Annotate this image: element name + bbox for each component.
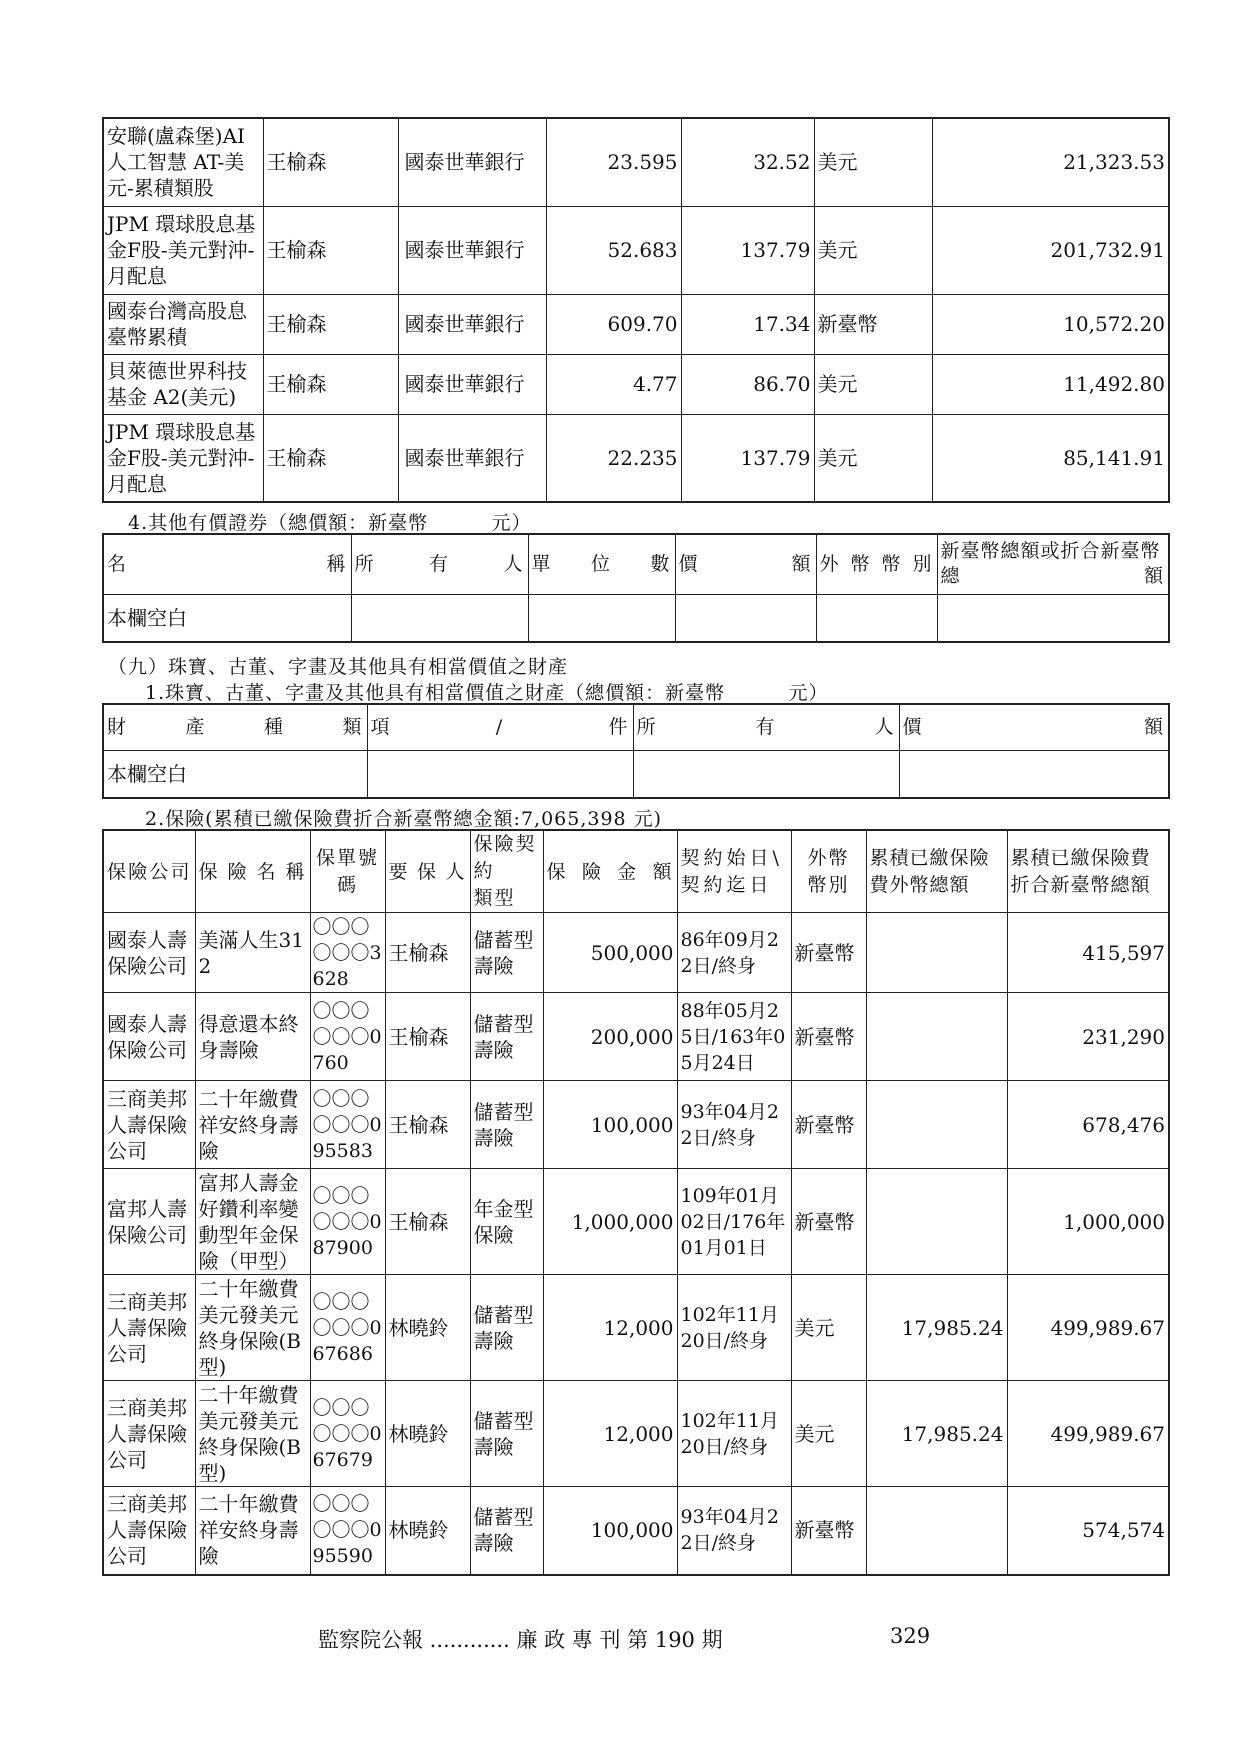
fund-row	[103, 206, 1169, 294]
jewelry-title: 1.珠寶、古董、字畫及其他具有相當價值之財產（總價額：新臺幣 元）	[145, 682, 829, 704]
fund-total: 21,323.53	[932, 118, 1169, 206]
col-price: 價額	[675, 534, 816, 594]
fund-currency: 新臺幣	[814, 294, 932, 354]
contract-type: 儲蓄型壽險	[470, 1487, 543, 1575]
insurance-name: 得意還本終身壽險	[195, 993, 310, 1081]
insurance-currency: 新臺幣	[791, 993, 866, 1081]
insurance-name: 二十年繳費祥安終身壽險	[195, 1487, 310, 1575]
securities-table	[102, 533, 1170, 643]
fund-owner: 王榆森	[263, 354, 398, 414]
insurance-currency: 新臺幣	[791, 913, 866, 993]
fund-total: 10,572.20	[932, 294, 1169, 354]
twd-premium-total: 231,290	[1007, 993, 1169, 1081]
fund-total: 11,492.80	[932, 354, 1169, 414]
fund-nav: 86.70	[681, 354, 814, 414]
contract-type: 儲蓄型壽險	[470, 993, 543, 1081]
empty-note: 本欄空白	[103, 750, 367, 798]
fund-table	[102, 117, 1170, 503]
insurance-company: 三商美邦人壽保險公司	[103, 1081, 195, 1169]
policy-holder: 林曉鈴	[385, 1487, 470, 1575]
insurance-row	[103, 1487, 1169, 1575]
insurance-currency: 美元	[791, 1275, 866, 1381]
insurance-currency: 新臺幣	[791, 1081, 866, 1169]
fund-currency: 美元	[814, 354, 932, 414]
col-currency: 外幣幣別	[816, 534, 937, 594]
insured-amount: 12,000	[543, 1381, 677, 1487]
fund-row	[103, 118, 1169, 206]
insurance-company: 三商美邦人壽保險公司	[103, 1275, 195, 1381]
contract-period: 86年09月22日/終身	[677, 913, 791, 993]
col-owner: 所有人	[351, 534, 528, 594]
contract-type: 儲蓄型壽險	[470, 913, 543, 993]
empty-cell	[351, 594, 528, 642]
policy-holder: 林曉鈴	[385, 1381, 470, 1487]
empty-cell	[675, 594, 816, 642]
empty-cell	[367, 750, 633, 798]
contract-type: 年金型保險	[470, 1169, 543, 1275]
fund-row	[103, 354, 1169, 414]
contract-type: 儲蓄型壽險	[470, 1081, 543, 1169]
fund-nav: 137.79	[681, 206, 814, 294]
empty-cell	[937, 594, 1169, 642]
fund-units: 22.235	[546, 414, 681, 502]
col-property-type: 財產種類	[103, 704, 367, 750]
fund-currency: 美元	[814, 118, 932, 206]
insured-amount: 12,000	[543, 1275, 677, 1381]
contract-type: 儲蓄型壽險	[470, 1381, 543, 1487]
col-owner: 所有人	[633, 704, 899, 750]
twd-premium-total: 415,597	[1007, 913, 1169, 993]
footer-publication: 監察院公報 ............ 廉 政 專 刊 第 190 期	[318, 1628, 723, 1652]
empty-cell	[899, 750, 1169, 798]
fund-units: 23.595	[546, 118, 681, 206]
col-currency: 外幣 幣別	[791, 830, 866, 913]
foreign-premium-total: 17,985.24	[866, 1381, 1007, 1487]
jewelry-table	[102, 703, 1170, 799]
insurance-company: 國泰人壽保險公司	[103, 913, 195, 993]
policy-holder: 王榆森	[385, 1169, 470, 1275]
insured-amount: 100,000	[543, 1081, 677, 1169]
policy-holder: 王榆森	[385, 993, 470, 1081]
twd-premium-total: 574,574	[1007, 1487, 1169, 1575]
policy-number: 〇〇〇〇〇〇095590	[310, 1487, 385, 1575]
policy-number: 〇〇〇〇〇〇0760	[310, 993, 385, 1081]
col-item: 項/件	[367, 704, 633, 750]
insurance-name: 二十年繳費祥安終身壽險	[195, 1081, 310, 1169]
col-period: 契約始日\ 契約迄日	[677, 830, 791, 913]
contract-period: 109年01月02日/176年01月01日	[677, 1169, 791, 1275]
fund-nav: 17.34	[681, 294, 814, 354]
fund-row	[103, 294, 1169, 354]
contract-period: 88年05月25日/163年05月24日	[677, 993, 791, 1081]
fund-owner: 王榆森	[263, 414, 398, 502]
insurance-currency: 美元	[791, 1381, 866, 1487]
insurance-row	[103, 913, 1169, 993]
insurance-company: 三商美邦人壽保險公司	[103, 1381, 195, 1487]
insurance-currency: 新臺幣	[791, 1487, 866, 1575]
foreign-premium-total: 17,985.24	[866, 1275, 1007, 1381]
twd-premium-total: 499,989.67	[1007, 1381, 1169, 1487]
fund-name: 安聯(盧森堡)AI人工智慧 AT-美元-累積類股	[103, 118, 263, 206]
fund-owner: 王榆森	[263, 118, 398, 206]
insurance-row	[103, 993, 1169, 1081]
col-total-line1: 新臺幣總額或折合新臺幣	[940, 540, 1161, 563]
contract-period: 102年11月20日/終身	[677, 1275, 791, 1381]
col-name: 名稱	[103, 534, 351, 594]
contract-period: 93年04月22日/終身	[677, 1081, 791, 1169]
policy-holder: 王榆森	[385, 1081, 470, 1169]
insurance-currency: 新臺幣	[791, 1169, 866, 1275]
fund-bank: 國泰世華銀行	[398, 294, 546, 354]
col-twd-total: 累積已繳保險費 折合新臺幣總額	[1007, 830, 1169, 913]
fund-total: 85,141.91	[932, 414, 1169, 502]
fund-name: 國泰台灣高股息臺幣累積	[103, 294, 263, 354]
insured-amount: 500,000	[543, 913, 677, 993]
col-contract-type: 保險契約 類型	[470, 830, 543, 913]
fund-currency: 美元	[814, 414, 932, 502]
insurance-table	[102, 829, 1170, 1576]
insurance-row	[103, 1275, 1169, 1381]
fund-units: 4.77	[546, 354, 681, 414]
foreign-premium-total	[866, 913, 1007, 993]
empty-cell	[528, 594, 675, 642]
policy-number: 〇〇〇〇〇〇3628	[310, 913, 385, 993]
insurance-row	[103, 1081, 1169, 1169]
insurance-row	[103, 1169, 1169, 1275]
insurance-name: 美滿人生312	[195, 913, 310, 993]
fund-name: JPM 環球股息基金F股-美元對沖-月配息	[103, 206, 263, 294]
insurance-row	[103, 1381, 1169, 1487]
col-units: 單位數	[528, 534, 675, 594]
insurance-title: 2.保險(累積已繳保險費折合新臺幣總金額:7,065,398 元)	[145, 808, 663, 830]
policy-holder: 林曉鈴	[385, 1275, 470, 1381]
fund-owner: 王榆森	[263, 294, 398, 354]
fund-row	[103, 414, 1169, 502]
foreign-premium-total	[866, 993, 1007, 1081]
insurance-company: 三商美邦人壽保險公司	[103, 1487, 195, 1575]
policy-number: 〇〇〇〇〇〇067679	[310, 1381, 385, 1487]
policy-number: 〇〇〇〇〇〇095583	[310, 1081, 385, 1169]
fund-nav: 32.52	[681, 118, 814, 206]
insurance-table-body	[103, 830, 1169, 1575]
insured-amount: 200,000	[543, 993, 677, 1081]
col-value: 價額	[899, 704, 1169, 750]
insurance-company: 國泰人壽保險公司	[103, 993, 195, 1081]
foreign-premium-total	[866, 1169, 1007, 1275]
foreign-premium-total	[866, 1081, 1007, 1169]
fund-bank: 國泰世華銀行	[398, 206, 546, 294]
insurance-company: 富邦人壽保險公司	[103, 1169, 195, 1275]
insurance-name: 二十年繳費美元發美元終身保險(B型)	[195, 1381, 310, 1487]
col-amount: 保險金額	[543, 830, 677, 913]
col-policy-no: 保單號 碼	[310, 830, 385, 913]
page-number: 329	[890, 1624, 931, 1648]
fund-table-body	[103, 118, 1169, 502]
col-total	[937, 534, 1169, 594]
fund-name: 貝萊德世界科技基金 A2(美元)	[103, 354, 263, 414]
fund-currency: 美元	[814, 206, 932, 294]
fund-name: JPM 環球股息基金F股-美元對沖-月配息	[103, 414, 263, 502]
twd-premium-total: 678,476	[1007, 1081, 1169, 1169]
empty-note: 本欄空白	[103, 594, 351, 642]
col-holder: 要保人	[385, 830, 470, 913]
col-foreign-total: 累積已繳保險 費外幣總額	[866, 830, 1007, 913]
twd-premium-total: 1,000,000	[1007, 1169, 1169, 1275]
col-company: 保險公司	[103, 830, 195, 913]
empty-cell	[816, 594, 937, 642]
insured-amount: 1,000,000	[543, 1169, 677, 1275]
twd-premium-total: 499,989.67	[1007, 1275, 1169, 1381]
securities-title: 4.其他有價證券（總價額：新臺幣 元）	[128, 512, 532, 534]
fund-units: 52.683	[546, 206, 681, 294]
insurance-name: 富邦人壽金好鑽利率變動型年金保險（甲型）	[195, 1169, 310, 1275]
fund-units: 609.70	[546, 294, 681, 354]
fund-bank: 國泰世華銀行	[398, 354, 546, 414]
foreign-premium-total	[866, 1487, 1007, 1575]
fund-bank: 國泰世華銀行	[398, 414, 546, 502]
col-policy-name: 保險名稱	[195, 830, 310, 913]
policy-number: 〇〇〇〇〇〇087900	[310, 1169, 385, 1275]
policy-holder: 王榆森	[385, 913, 470, 993]
contract-period: 93年04月22日/終身	[677, 1487, 791, 1575]
insured-amount: 100,000	[543, 1487, 677, 1575]
fund-bank: 國泰世華銀行	[398, 118, 546, 206]
contract-period: 102年11月20日/終身	[677, 1381, 791, 1487]
fund-owner: 王榆森	[263, 206, 398, 294]
col-total-line2: 總額	[940, 565, 1165, 588]
policy-number: 〇〇〇〇〇〇067686	[310, 1275, 385, 1381]
insurance-name: 二十年繳費美元發美元終身保險(B型)	[195, 1275, 310, 1381]
empty-cell	[633, 750, 899, 798]
contract-type: 儲蓄型壽險	[470, 1275, 543, 1381]
section9-title: （九）珠寶、古董、字畫及其他具有相當價值之財產	[108, 656, 569, 678]
fund-nav: 137.79	[681, 414, 814, 502]
fund-total: 201,732.91	[932, 206, 1169, 294]
